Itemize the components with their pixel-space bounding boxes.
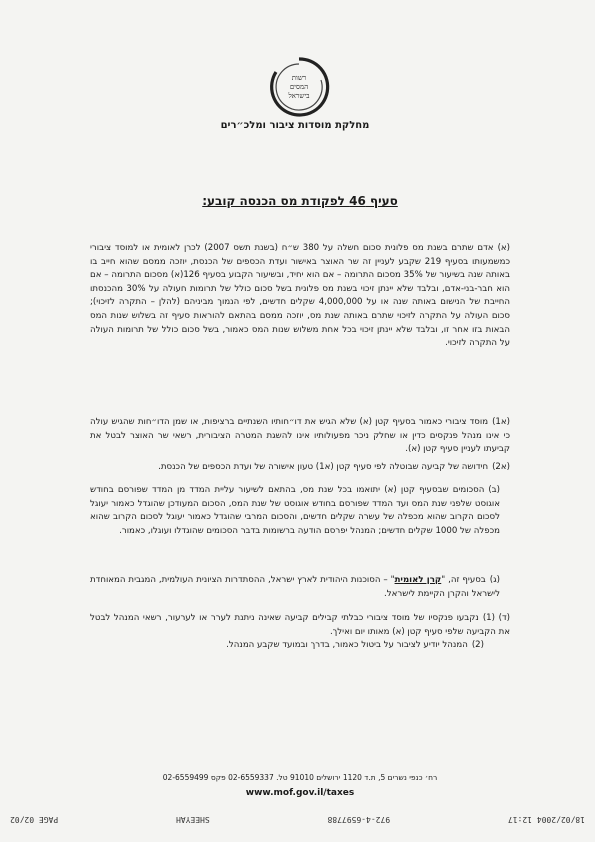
logo-text [268,56,330,118]
fax-header-strip [10,812,585,828]
fax-phone: 972-4-6597788 [327,815,391,825]
defined-term: קרן לאומית [394,575,442,585]
section-text: מוסד ציבורי כאמור בסעיף קטן (א) שלא הגיש את דו״חותיו השנתיים ברציפות, או שמן הדו״חות שהגיש עולה כי אינו מנהל פנקסים כדין או שחלק ניכר מפעולותיו אינו להשגת המטרה הציבורית, רשאי שר האוצר לבטל את קביעתו לעניין סעיף קטן (א). [90,417,510,455]
logo-line-1: רשות [291,73,307,82]
subsection-text: המנהל יודיע לציבור על ביטול כאמור, בדרך ובמועד שקבע המנהל. [226,640,468,651]
document-title: סעיף 46 לפקודת מס הכנסה קובע: [202,194,398,208]
tax-authority-logo [268,56,330,118]
section-d [90,612,510,653]
section-a2 [90,461,510,475]
logo-line-3: בישראל [288,91,310,100]
section-text-rest: " – הסוכנות היהודית לארץ ישראל, ההסתדרות הציונית העולמית, המגבית המאוחדת לישראל והקרן הקיימת לישראל. [90,575,500,599]
section-a1 [90,416,510,457]
section-c [90,574,500,601]
section-text-lead: בסעיף זה, " [441,575,486,585]
department-name: מחלקת מוסדות ציבור ומלכ״רים [220,120,370,131]
section-label: (ב) [488,485,500,495]
fax-sender: SHEEYAH [176,815,210,825]
section-text: נקבעו פנקסיו של מוסד ציבורי כבלתי קבילים קביעה שאינה ניתנת לערר או לערעור, רשאי המנהל לבטל את הקביעה שלפי סעיף קטן (א) מאותו יום ואילך. [90,613,510,637]
section-b [90,484,500,538]
section-label: (ג) [489,575,500,585]
fax-datetime: 18/02/2004 12:17 [507,815,585,825]
footer-contact: רח׳ כנפי נשרים 5, ת.ד 1120 ירושלים 91010 טל. 02-6559337 פקס 02-6559499 [162,773,438,782]
section-label: (א2) [492,462,510,472]
section-label: (ד) (1) [482,613,511,623]
logo-line-2: המסים [289,82,309,91]
subsection-label: (2) [471,640,484,651]
section-label: (א1) [492,417,510,427]
section-label: (א) [497,243,511,253]
fax-page: PAGE 02/02 [10,815,59,825]
section-text: אדם שתרם בשנת מס פלונית סכום חשלה על 380 ש״ח (בשנת תשס 2007) לכרן לאומית או למוסד ציבורי כמשמעותו בסעיף 219 שקבע לעניין זה שר האוצר באישור ועדת הכספים של הכנסת, יוזכה ממסם שהוא חייב בו באותה שנה בשיעור של 35% מסכום התרומה – אם הוא יחיד, ובשיעור הקבוע בסעיף 126(א) מסכום התרומה – אם הוא חבר-בני-אדם, ובלבד שלא יינתן זיכוי בשנת מס פלונית בשל סכום כולל של תרומות חעולה על 30% מהכנסתו החייבת של הנישום באותה שנה או על 4,000,000 שקלים חדשים, לפי הנמוך מביניהם (להלן – התקרה לזיכוי); סכום העולה על התקרה לזיכוי שתרם באותה שנת מס, יוזכה ממסם בהתאם להוראות סעיף זה בשלוש שנות המס הבאות בזו אחר זו, ובלבד שלא יינתן זיכוי בכל אחת משלוש שנות המס כאמור, בשל סכום כולל של תרומות העולה על התקרה לזיכוי. [90,243,511,349]
footer-url: www.mof.gov.il/taxes [245,788,355,798]
section-a [90,242,510,351]
section-text: חידושה של קביעה שבוטלה לפי סעיף קטן (א1) טעון אישורה של ועדת הכספים של הכנסת. [158,462,489,472]
section-text: הסכומים שבסעיף קטן (א) יתואמו בכל שנת מס, בהתאם לשיעור עליית המדד מן המדד שפורסם בחודש אוגוסט שלפני שנת המס ועד המדד שפורסם בחודש אוגוסט של שנת המס, הסכום המעודכן שהוגדל כאמור יעוגל לסכום הקרוב שהוא מכפלה של עשרה שקלים חדשים, והסכום המרבי שהוגדל כאמור יעוגל לסכום הקרוב שהוא מכפלה של 1000 שקלים חדשים; המנהל יפרסם הודעה ברשומות בדבר הסכומים שהוגדלו ועוגלו, כאמור. [90,485,500,536]
